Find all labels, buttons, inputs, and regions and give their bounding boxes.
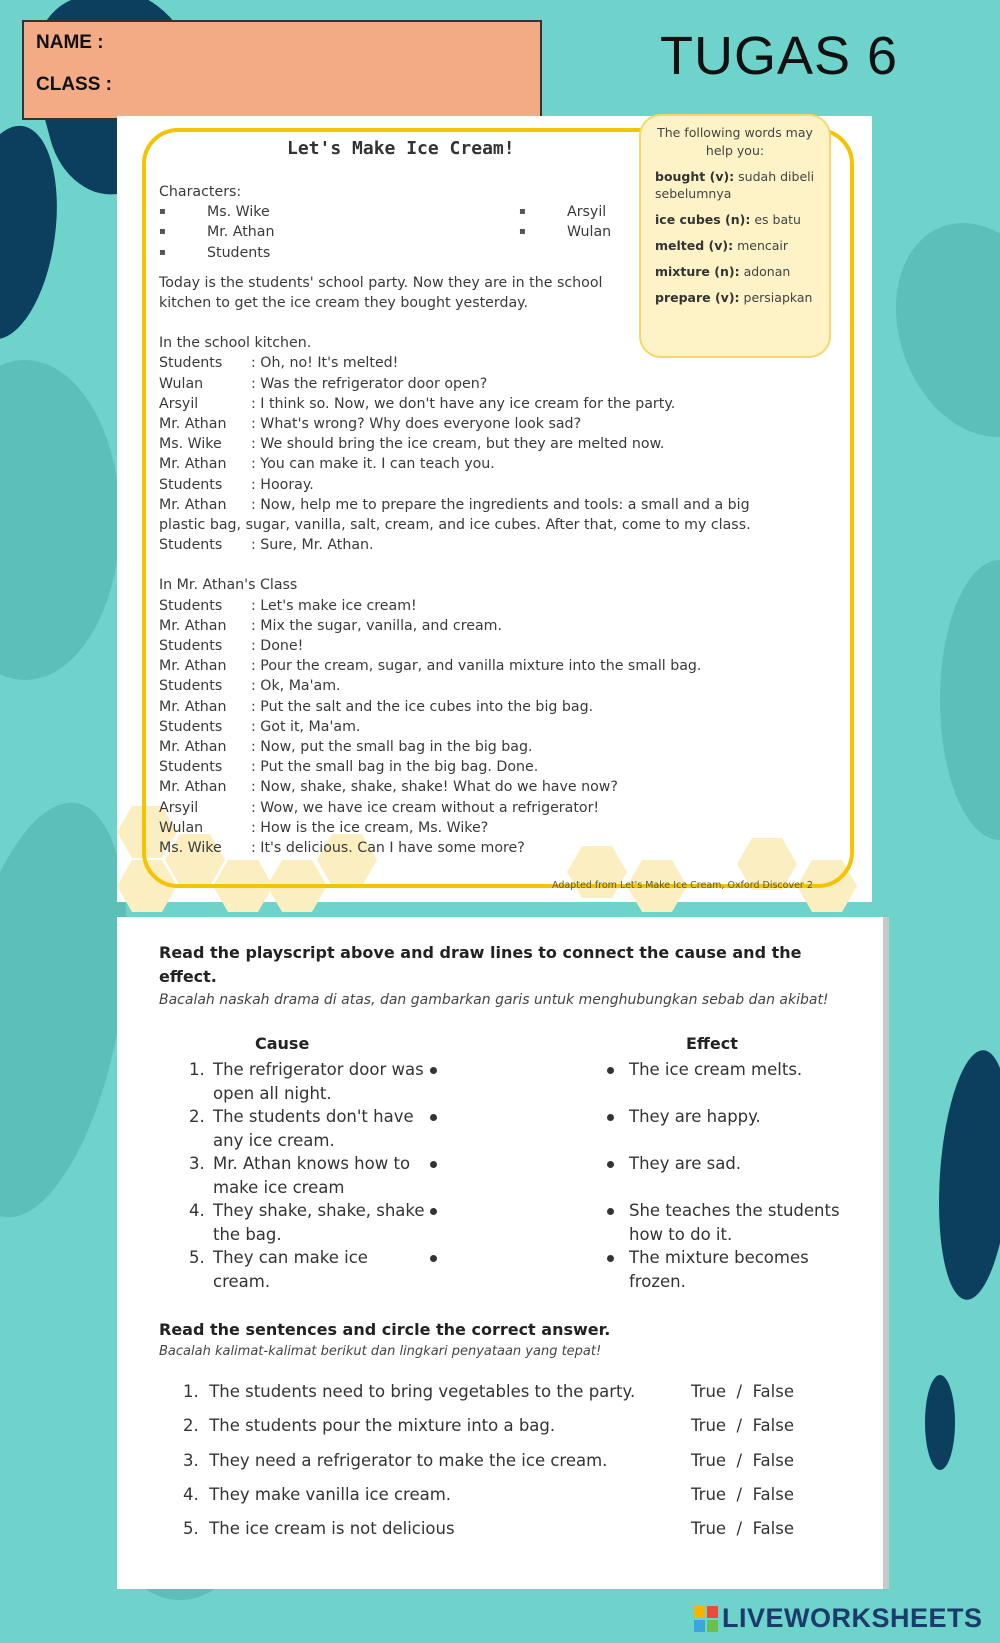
cause-text: Mr. Athan knows how to make ice cream <box>213 1154 411 1197</box>
playscript-card <box>117 116 872 902</box>
speaker: Wulan <box>159 375 204 392</box>
utterance: : Sure, Mr. Athan. <box>251 537 374 554</box>
effect-item: They are happy. <box>629 1107 761 1126</box>
dialogue-line <box>159 777 799 797</box>
dialogue-line <box>159 717 799 737</box>
vocabulary-entry <box>655 168 815 202</box>
character-item: ▪ Wulan <box>519 222 759 242</box>
vocabulary-word: bought (v): <box>655 169 735 184</box>
speaker: Students <box>159 718 223 735</box>
vocabulary-entry <box>655 289 815 306</box>
dialogue-line <box>159 535 799 555</box>
effect-connector-dot[interactable] <box>607 1161 614 1168</box>
cause-header: Cause <box>255 1034 310 1053</box>
vocabulary-word: mixture (n): <box>655 264 740 279</box>
utterance: : Now, put the small bag in the big bag. <box>251 739 533 756</box>
truefalse-choice[interactable]: True / False <box>691 1382 795 1401</box>
vocabulary-word: melted (v): <box>655 238 734 253</box>
cause-connector-dot[interactable] <box>430 1114 437 1121</box>
speaker: Students <box>159 476 223 493</box>
truefalse-statement: 3. They need a refrigerator to make the ice cream. <box>183 1451 608 1470</box>
effect-item: She teaches the students how to do it. <box>629 1201 840 1244</box>
truefalse-instruction: Read the sentences and circle the correct answer. <box>159 1320 611 1339</box>
utterance: : Got it, Ma'am. <box>251 718 361 735</box>
effect-connector-dot[interactable] <box>607 1255 614 1262</box>
exercise-card <box>117 917 889 1589</box>
speaker: Mr. Athan <box>159 416 227 433</box>
liveworksheets-logo <box>694 1603 983 1634</box>
vocabulary-entry <box>655 263 815 280</box>
dialogue-line <box>159 616 799 636</box>
cause-text: They can make ice cream. <box>213 1248 368 1291</box>
cause-connector-dot[interactable] <box>430 1208 437 1215</box>
dialogue-line <box>159 475 799 495</box>
cause-item <box>189 1246 429 1293</box>
truefalse-statement: 2. The students pour the mixture into a bag. <box>183 1416 556 1435</box>
utterance: : It's delicious. Can I have some more? <box>251 840 525 857</box>
cause-item <box>189 1199 429 1246</box>
utterance: : What's wrong? Why does everyone look sad? <box>251 416 582 433</box>
cause-text: The students don't have any ice cream. <box>213 1107 414 1150</box>
vocabulary-meaning: adonan <box>743 264 791 279</box>
utterance: : Put the small bag in the big bag. Done. <box>251 759 539 776</box>
scene-dialogue <box>159 353 799 515</box>
truefalse-statement: 1. The students need to bring vegetables to the party. <box>183 1382 636 1401</box>
cause-item <box>189 1058 429 1105</box>
character-item: ▪ Arsyil <box>519 202 759 222</box>
vocabulary-entry <box>655 237 815 254</box>
speaker: Arsyil <box>159 799 199 816</box>
utterance: : Ok, Ma'am. <box>251 678 341 695</box>
dialogue-line <box>159 636 799 656</box>
truefalse-statement: 5. The ice cream is not delicious <box>183 1519 455 1538</box>
cause-number: 1. <box>189 1060 205 1079</box>
speaker: Wulan <box>159 819 204 836</box>
utterance: : Now, help me to prepare the ingredients and tools: a small and a big <box>251 496 750 513</box>
vocabulary-intro: The following words may help you: <box>657 125 813 158</box>
speaker: Mr. Athan <box>159 496 227 513</box>
vocabulary-meaning: persiapkan <box>743 290 813 305</box>
cause-connector-dot[interactable] <box>430 1067 437 1074</box>
decor-blob <box>940 560 1000 840</box>
character-item: ▪ Ms. Wike <box>159 202 519 222</box>
speaker: Ms. Wike <box>159 840 222 857</box>
cause-item <box>189 1105 429 1152</box>
speaker: Students <box>159 597 223 614</box>
dialogue-line <box>159 495 799 515</box>
utterance: : How is the ice cream, Ms. Wike? <box>251 819 489 836</box>
vocabulary-entry <box>655 211 815 228</box>
characters-label: Characters: <box>159 184 242 200</box>
vocabulary-meaning: es batu <box>754 212 801 227</box>
effect-header: Effect <box>686 1034 738 1053</box>
matching-instruction-id: Bacalah naskah drama di atas, dan gambarkan garis untuk menghubungkan sebab dan akibat! <box>159 992 829 1008</box>
dialogue-line <box>159 596 799 616</box>
character-item: ▪ Students <box>159 243 519 263</box>
dialogue-line <box>159 374 799 394</box>
story-title: Let's Make Ice Cream! <box>287 138 515 159</box>
cause-number: 4. <box>189 1201 205 1220</box>
scene-label: In the school kitchen. <box>159 335 312 352</box>
utterance: : Mix the sugar, vanilla, and cream. <box>251 617 503 634</box>
truefalse-choice[interactable]: True / False <box>691 1519 795 1538</box>
dialogue-line <box>159 676 799 696</box>
cause-text: The refrigerator door was open all night. <box>213 1060 424 1103</box>
cause-number: 5. <box>189 1248 205 1267</box>
effect-connector-dot[interactable] <box>607 1208 614 1215</box>
dialogue-continuation: plastic bag, sugar, vanilla, salt, cream, and ice cubes. After that, come to my class. <box>159 517 751 534</box>
dialogue-line <box>159 798 799 818</box>
utterance: : Hooray. <box>251 476 314 493</box>
utterance: : You can make it. I can teach you. <box>251 456 495 473</box>
utterance: : We should bring the ice cream, but they are melted now. <box>251 436 665 453</box>
speaker: Ms. Wike <box>159 436 222 453</box>
truefalse-instruction-id: Bacalah kalimat-kalimat berikut dan lingkari penyataan yang tepat! <box>159 1344 602 1359</box>
speaker: Mr. Athan <box>159 698 227 715</box>
effect-item: They are sad. <box>629 1154 742 1173</box>
dialogue-line <box>159 757 799 777</box>
dialogue-line <box>159 434 799 454</box>
speaker: Mr. Athan <box>159 617 227 634</box>
intro-paragraph: Today is the students' school party. Now they are in the school kitchen to get the ice cream they bought yesterday. <box>159 274 603 312</box>
decor-blob <box>867 199 1000 460</box>
utterance: : Now, shake, shake, shake! What do we have now? <box>251 779 618 796</box>
vocabulary-meaning: mencair <box>737 238 789 253</box>
student-info-box <box>22 20 542 120</box>
vocabulary-word: ice cubes (n): <box>655 212 751 227</box>
cause-number: 2. <box>189 1107 205 1126</box>
utterance: : Let's make ice cream! <box>251 597 417 614</box>
effect-item: The mixture becomes frozen. <box>629 1248 809 1291</box>
cause-connector-dot[interactable] <box>430 1255 437 1262</box>
cause-item <box>189 1152 429 1199</box>
decor-blob <box>931 1048 1000 1302</box>
truefalse-choice[interactable]: True / False <box>691 1451 795 1470</box>
utterance: : Was the refrigerator door open? <box>251 375 488 392</box>
dialogue-line <box>159 454 799 474</box>
dialogue-line <box>159 737 799 757</box>
dialogue-line <box>159 838 799 858</box>
decor-blob <box>925 1375 955 1470</box>
name-label: NAME : <box>36 32 104 53</box>
vocabulary-word: prepare (v): <box>655 290 740 305</box>
utterance: : Put the salt and the ice cubes into the big bag. <box>251 698 594 715</box>
speaker: Students <box>159 537 223 554</box>
vocabulary-meaning: sudah dibeli sebelumnya <box>655 169 815 201</box>
truefalse-choice[interactable]: True / False <box>691 1416 795 1435</box>
truefalse-choice[interactable]: True / False <box>691 1485 795 1504</box>
source-credit: Adapted from Let's Make Ice Cream, Oxford Discover 2 <box>552 880 813 891</box>
utterance: : Wow, we have ice cream without a refrigerator! <box>251 799 600 816</box>
dialogue-line <box>159 818 799 838</box>
speaker: Students <box>159 355 223 372</box>
cause-connector-dot[interactable] <box>430 1161 437 1168</box>
cause-number: 3. <box>189 1154 205 1173</box>
dialogue-line <box>159 656 799 676</box>
page-title: TUGAS 6 <box>660 26 899 86</box>
vocabulary-box <box>639 114 831 358</box>
speaker: Mr. Athan <box>159 779 227 796</box>
character-item: ▪ Mr. Athan <box>159 222 519 242</box>
dialogue-line <box>159 697 799 717</box>
utterance: : I think so. Now, we don't have any ice cream for the party. <box>251 395 676 412</box>
decor-blob <box>0 360 120 680</box>
dialogue-line <box>159 394 799 414</box>
matching-instruction: Read the playscript above and draw lines to connect the cause and the effect. <box>159 943 802 986</box>
scene-label: In Mr. Athan's Class <box>159 577 298 594</box>
utterance: : Done! <box>251 638 304 655</box>
speaker: Students <box>159 638 223 655</box>
brand-text: LIVEWORKSHEETS <box>722 1603 983 1633</box>
class-label: CLASS : <box>36 74 112 95</box>
speaker: Mr. Athan <box>159 739 227 756</box>
speaker: Mr. Athan <box>159 456 227 473</box>
dialogue-line <box>159 414 799 434</box>
utterance: : Oh, no! It's melted! <box>251 355 399 372</box>
scene-dialogue <box>159 596 799 859</box>
speaker: Mr. Athan <box>159 658 227 675</box>
brand-icon <box>694 1606 718 1632</box>
speaker: Students <box>159 678 223 695</box>
utterance: : Pour the cream, sugar, and vanilla mixture into the small bag. <box>251 658 702 675</box>
speaker: Students <box>159 759 223 776</box>
truefalse-statement: 4. They make vanilla ice cream. <box>183 1485 452 1504</box>
effect-connector-dot[interactable] <box>607 1114 614 1121</box>
cause-text: They shake, shake, shake the bag. <box>213 1201 425 1244</box>
speaker: Arsyil <box>159 395 199 412</box>
effect-item: The ice cream melts. <box>629 1060 803 1079</box>
effect-connector-dot[interactable] <box>607 1067 614 1074</box>
